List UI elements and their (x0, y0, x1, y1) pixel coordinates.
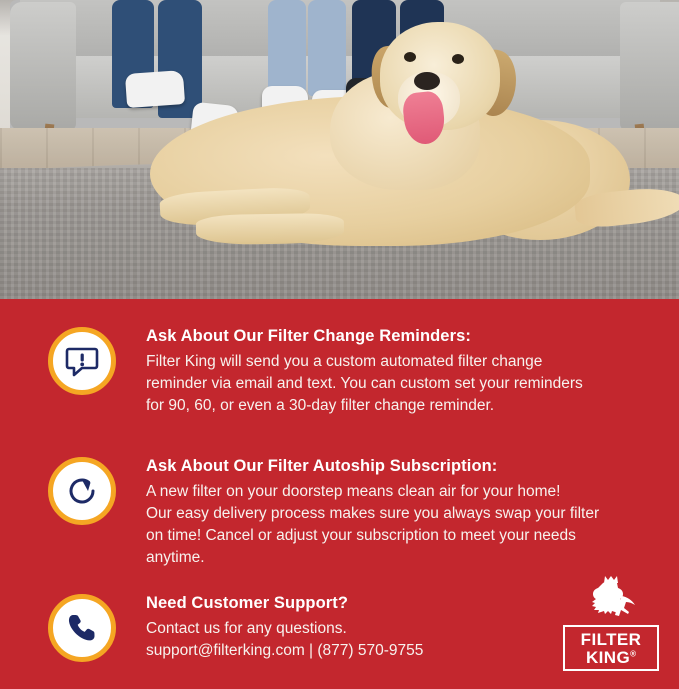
info-body-line: reminder via email and text. You can custom set your reminders (146, 375, 583, 392)
chat-alert-icon (48, 327, 116, 395)
info-body (146, 618, 423, 662)
info-body (146, 481, 599, 569)
info-heading: Ask About Our Filter Autoship Subscription: (146, 457, 498, 475)
refresh-cycle-icon (48, 457, 116, 525)
logo-trademark: ® (630, 649, 636, 659)
info-panel (0, 299, 679, 689)
info-body-line: anytime. (146, 549, 205, 566)
info-body (146, 351, 583, 417)
dog-eye (404, 52, 416, 62)
jeans (268, 0, 306, 92)
info-row-support (48, 594, 518, 662)
filter-king-logo (563, 574, 659, 671)
info-body-line: A new filter on your doorstep means clean air for your home! (146, 483, 561, 500)
info-row-text (146, 457, 599, 569)
logo-line-1: FILTER (580, 630, 642, 650)
info-contact-line[interactable]: support@filterking.com | (877) 570-9755 (146, 642, 424, 659)
info-row-text (146, 327, 583, 417)
logo-line-2: KING® (585, 647, 636, 667)
info-body-line: Contact us for any questions. (146, 620, 347, 637)
info-heading: Ask About Our Filter Change Reminders: (146, 327, 471, 345)
logo-wordmark (563, 625, 659, 671)
dog-eye (452, 54, 464, 64)
hero-photo (0, 0, 679, 299)
couch-arm-left (10, 2, 76, 130)
lion-crown-icon (581, 574, 641, 622)
info-body-line: for 90, 60, or even a 30-day filter change reminder. (146, 397, 495, 414)
jeans (308, 0, 346, 96)
info-heading: Need Customer Support? (146, 594, 349, 612)
couch-arm-right (620, 2, 679, 130)
phone-icon (48, 594, 116, 662)
dog-front-leg (196, 213, 345, 246)
info-body-line: Filter King will send you a custom automated filter change (146, 353, 543, 370)
info-row-text (146, 594, 423, 662)
info-body-line: Our easy delivery process makes sure you always swap your filter (146, 505, 600, 522)
info-body-line: on time! Cancel or adjust your subscription to meet your needs (146, 527, 576, 544)
dog-nose (414, 72, 440, 90)
info-row-autoship (48, 457, 648, 569)
info-row-reminders (48, 327, 648, 417)
sneaker (125, 70, 185, 108)
